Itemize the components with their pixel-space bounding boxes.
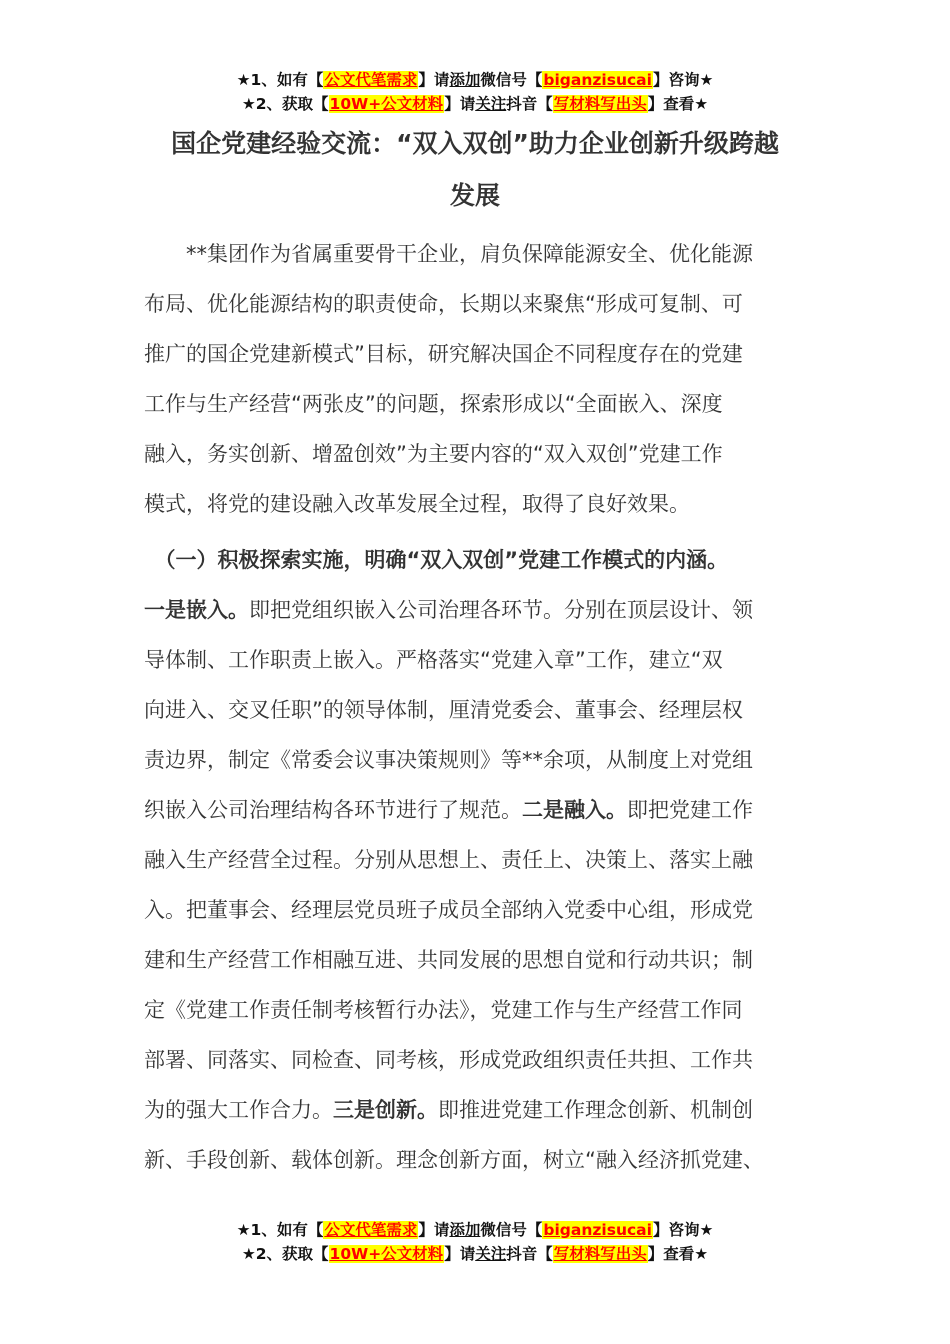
title-line-2: 发展 [449, 181, 500, 210]
title-line-1: 国企党建经验交流：“双入双创”助力企业创新升级跨越 [171, 129, 779, 158]
text-line: 责边界，制定《常委会议事决策规则》等**余项，从制度上对党组 [144, 748, 753, 772]
promo-line-2: ★2、获取【10W+公文材料】请关注抖音【写材料写出头】查看★ [241, 95, 709, 113]
promo-highlight-wechat-id: biganzisucai [543, 1221, 652, 1239]
promo-highlight-materials: 10W+公文材料 [329, 1245, 444, 1263]
promo-line-2: ★2、获取【10W+公文材料】请关注抖音【写材料写出头】查看★ [241, 1245, 709, 1263]
text-line: 建和生产经营工作相融互进、共同发展的思想自觉和行动共识；制 [144, 948, 753, 972]
header-promo-banner [0, 68, 950, 116]
section-heading: （一）积极探索实施，明确“双入双创”党建工作模式的内涵。 [144, 548, 729, 572]
text-line: 部署、同落实、同检查、同考核，形成党政组织责任共担、工作共 [144, 1048, 753, 1072]
promo-highlight-service: 公文代笔需求 [324, 1221, 418, 1239]
promo-line-1: ★1、如有【公文代笔需求】请添加微信号【biganzisucai】咨询★ [236, 1221, 714, 1239]
text-line: 新、手段创新、载体创新。理念创新方面，树立“融入经济抓党建、 [144, 1148, 764, 1172]
footer-promo-banner [0, 1218, 950, 1266]
promo-highlight-douyin-id: 写材料写出头 [553, 95, 647, 113]
document-title [130, 118, 820, 222]
text-line: 模式，将党的建设融入改革发展全过程，取得了良好效果。 [144, 492, 690, 516]
promo-highlight-materials: 10W+公文材料 [329, 95, 444, 113]
text-line: 定《党建工作责任制考核暂行办法》，党建工作与生产经营工作同 [144, 998, 743, 1022]
text-line: 入。把董事会、经理层党员班子成员全部纳入党委中心组，形成党 [144, 898, 753, 922]
text-line: 融入生产经营全过程。分别从思想上、责任上、决策上、落实上融 [144, 848, 753, 872]
text-line: 推广的国企党建新模式”目标，研究解决国企不同程度存在的党建 [144, 342, 743, 366]
text-line: 一是嵌入。即把党组织嵌入公司治理各环节。分别在顶层设计、领 [144, 598, 753, 622]
section-one-paragraph [144, 535, 824, 1185]
text-line: 工作与生产经营“两张皮”的问题，探索形成以“全面嵌入、深度 [144, 392, 723, 416]
promo-highlight-douyin-id: 写材料写出头 [553, 1245, 647, 1263]
point-label-innovate: 三是创新。 [333, 1098, 438, 1122]
text-line: 织嵌入公司治理结构各环节进行了规范。二是融入。即把党建工作 [144, 798, 753, 822]
text-line: 为的强大工作合力。三是创新。即推进党建工作理念创新、机制创 [144, 1098, 753, 1122]
text-line: 向进入、交叉任职”的领导体制，厘清党委会、董事会、经理层权 [144, 698, 743, 722]
promo-highlight-wechat-id: biganzisucai [543, 71, 652, 89]
text-line: 融入，务实创新、增盈创效”为主要内容的“双入双创”党建工作 [144, 442, 723, 466]
point-label-integrate: 二是融入。 [522, 798, 627, 822]
text-line: 导体制、工作职责上嵌入。严格落实“党建入章”工作，建立“双 [144, 648, 723, 672]
text-line: 布局、优化能源结构的职责使命，长期以来聚焦“形成可复制、可 [144, 292, 743, 316]
intro-paragraph [144, 229, 824, 529]
promo-highlight-service: 公文代笔需求 [324, 71, 418, 89]
text-line: **集团作为省属重要骨干企业，肩负保障能源安全、优化能源 [144, 242, 753, 266]
point-label-embed: 一是嵌入。 [144, 598, 249, 622]
promo-line-1: ★1、如有【公文代笔需求】请添加微信号【biganzisucai】咨询★ [236, 71, 714, 89]
